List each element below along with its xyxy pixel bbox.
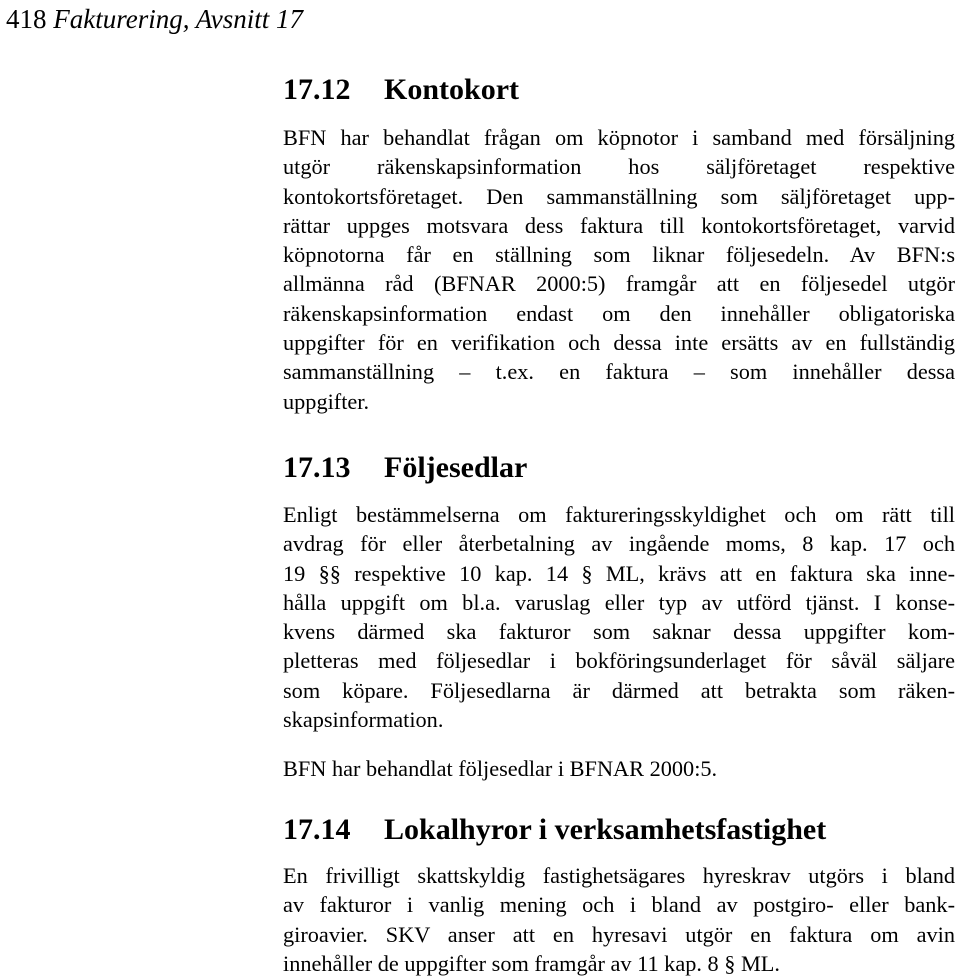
paragraph <box>283 861 955 978</box>
section-title: Lokalhyror i verksamhetsfastighet <box>384 813 827 846</box>
section-heading <box>283 450 955 486</box>
text-line: uppgifter för en verifikation och dessa inte ersätts av en fullständig <box>283 330 955 356</box>
paragraph <box>283 123 955 416</box>
paragraph <box>283 754 955 783</box>
section-number: 17.13 <box>283 451 351 484</box>
paragraph <box>283 500 955 734</box>
text-line: rättar uppges motsvara dess faktura till kontokortsföretaget, varvid <box>283 212 955 238</box>
text-line: pletteras med följesedlar i bokföringsunderlaget för såväl säljare <box>283 648 955 674</box>
text-line: allmänna råd (BFNAR 2000:5) framgår att en följesedel utgör <box>283 271 955 297</box>
text-line: BFN har behandlat frågan om köpnotor i samband med försäljning <box>283 125 955 150</box>
text-line: Enligt bestämmelserna om faktureringsskyldighet och om rätt till <box>283 502 955 527</box>
text-line: kvens därmed ska fakturor som saknar dessa uppgifter kom- <box>283 619 955 645</box>
text-line: utgör räkenskapsinformation hos säljföretaget respektive <box>283 154 955 180</box>
section-17-14 <box>283 812 955 978</box>
text-line: BFN har behandlat följesedlar i BFNAR 2000:5. <box>283 756 718 782</box>
text-line: skapsinformation. <box>283 707 444 733</box>
text-line: kontokortsföretaget. Den sammanställning som säljföretaget upp- <box>283 183 955 209</box>
text-line: En frivilligt skattskyldig fastighetsägares hyreskrav utgörs i bland <box>283 863 955 888</box>
text-line: som köpare. Följesedlarna är därmed att betrakta som räken- <box>283 677 955 703</box>
text-line: räkenskapsinformation endast om den innehåller obligatoriska <box>283 300 955 326</box>
section-title: Följesedlar <box>384 451 528 484</box>
section-heading <box>283 812 955 848</box>
text-line: hålla uppgift om bl.a. varuslag eller typ av utförd tjänst. I konse- <box>283 589 955 615</box>
section-17-12 <box>283 72 955 416</box>
text-line: avdrag för eller återbetalning av ingående moms, 8 kap. 17 och <box>283 531 955 557</box>
section-number: 17.14 <box>283 813 351 846</box>
text-line: giroavier. SKV anser att en hyresavi utgör en faktura om avin <box>283 921 955 947</box>
section-title: Kontokort <box>384 73 519 106</box>
running-header <box>6 2 303 36</box>
running-title: Fakturering, Avsnitt 17 <box>53 4 303 34</box>
page-number: 418 <box>6 4 47 34</box>
section-17-13 <box>283 450 955 784</box>
section-heading <box>283 72 955 108</box>
section-number: 17.12 <box>283 73 351 106</box>
text-line: av fakturor i vanlig mening och i bland av postgiro- eller bank- <box>283 892 955 918</box>
text-line: uppgifter. <box>283 388 370 414</box>
text-line: innehåller de uppgifter som framgår av 11 kap. 8 § ML. <box>283 950 780 976</box>
text-line: köpnotorna får en ställning som liknar följesedeln. Av BFN:s <box>283 242 955 268</box>
text-line: sammanställning – t.ex. en faktura – som innehåller dessa <box>283 359 955 385</box>
text-line: 19 §§ respektive 10 kap. 14 § ML, krävs att en faktura ska inne- <box>283 560 955 586</box>
